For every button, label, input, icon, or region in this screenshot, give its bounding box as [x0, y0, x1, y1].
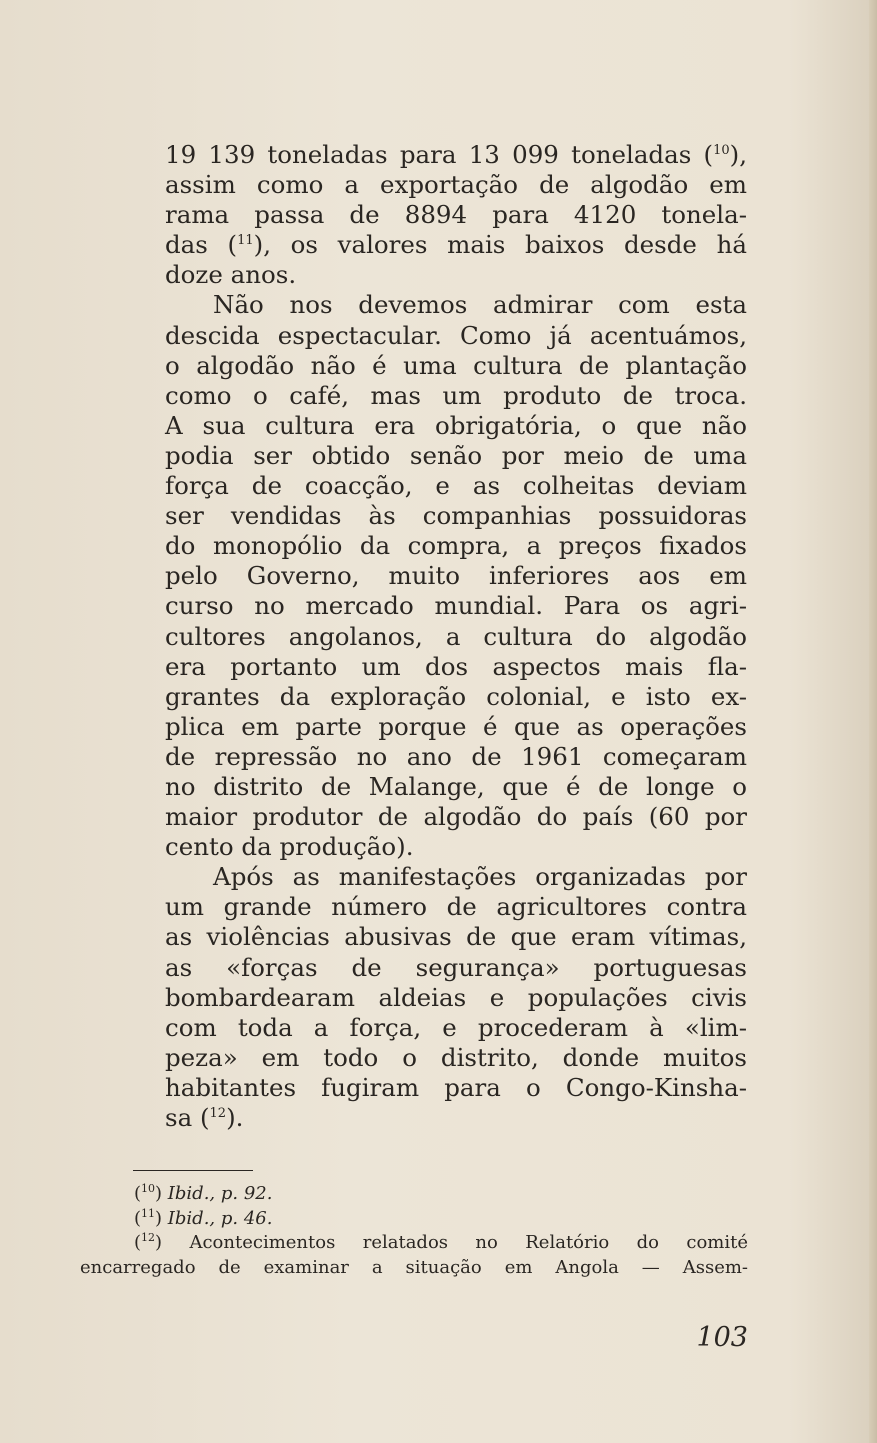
footnote: ($^{12}$) Acontecimentos relatados no Relatório do comité [134, 1231, 748, 1253]
footnote-divider [133, 1170, 253, 1171]
page-number: 103 [696, 1322, 748, 1353]
text-line: as violências abusivas de que eram vítimas, [165, 922, 747, 952]
text-line: podia ser obtido senão por meio de uma [165, 440, 747, 470]
text-line: cento da produção). [165, 832, 414, 862]
text-line: doze anos. [165, 260, 297, 290]
text-line: como o café, mas um produto de troca. [165, 380, 747, 410]
text-line: assim como a exportação de algodão em [165, 170, 747, 200]
footnote-ref: 12 [209, 1106, 227, 1121]
text-line: o algodão não é uma cultura de plantação [165, 350, 747, 380]
footnotes [80, 1182, 748, 1280]
footnote-continuation: encarregado de examinar a situação em Angola — Assem- [80, 1256, 748, 1278]
text-line: 19 139 toneladas para 13 099 toneladas ($^{10}$), [165, 140, 747, 169]
text-line: rama passa de 8894 para 4120 tonela- [165, 200, 747, 230]
text-line: habitantes fugiram para o Congo-Kinsha- [165, 1072, 747, 1102]
text-line: de repressão no ano de 1961 começaram [165, 741, 747, 771]
page-edge-shadow [869, 0, 877, 1443]
text-line: maior produtor de algodão do país (60 por [165, 802, 747, 832]
text-line: descida espectacular. Como já acentuámos, [165, 320, 747, 350]
text-line: A sua cultura era obrigatória, o que não [165, 410, 747, 440]
text-line: bombardearam aldeias e populações civis [165, 982, 747, 1012]
text-line: curso no mercado mundial. Para os agri- [165, 591, 747, 621]
footnote-ref: 10 [713, 143, 730, 158]
text-line: do monopólio da compra, a preços fixados [165, 531, 747, 561]
text-line: Não nos devemos admirar com esta [213, 290, 747, 320]
text-line: Após as manifestações organizadas por [213, 862, 747, 892]
text-line: as «forças de segurança» portuguesas [165, 952, 747, 982]
text-line: no distrito de Malange, que é de longe o [165, 771, 747, 801]
text-line: força de coacção, e as colheitas deviam [165, 471, 747, 501]
footnote-ref: 11 [237, 233, 254, 249]
text-line: com toda a força, e procederam à «lim- [165, 1012, 747, 1042]
text-line: sa ($^{12}$). [165, 1103, 244, 1132]
text-line: das ($^{11}$), os valores mais baixos desde há [165, 230, 747, 260]
text-line: pelo Governo, muito inferiores aos em [165, 561, 747, 591]
text-line: era portanto um dos aspectos mais fla- [165, 651, 747, 681]
text-line: plica em parte porque é que as operações [165, 711, 747, 741]
text-line: grantes da exploração colonial, e isto ex- [165, 681, 747, 711]
text-line: peza» em todo o distrito, donde muitos [165, 1042, 747, 1072]
main-text [165, 140, 747, 1133]
text-line: ser vendidas às companhias possuidoras [165, 501, 747, 531]
text-line: cultores angolanos, a cultura do algodão [165, 621, 747, 651]
footnote: ($^{11}$) Ibid., p. 46. [134, 1206, 273, 1229]
footnote: ($^{10}$) Ibid., p. 92. [134, 1182, 273, 1204]
text-line: um grande número de agricultores contra [165, 892, 747, 922]
